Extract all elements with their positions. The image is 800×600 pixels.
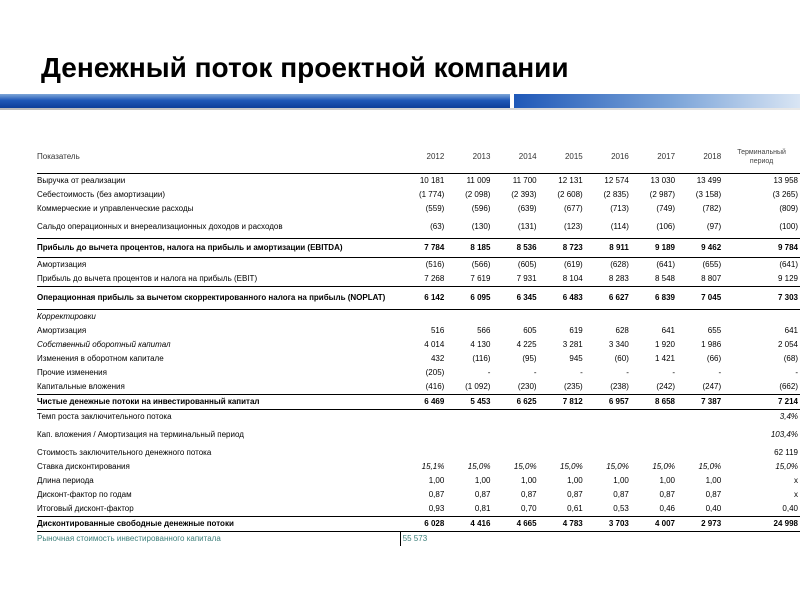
terminal-value-cell: (100) <box>779 222 798 231</box>
row-label: Операционная прибыль за вычетом скорректированного налога на прибыль (NOPLAT) <box>37 287 400 310</box>
year-value-cell: 8 548 <box>654 274 676 283</box>
year-value-cell <box>492 446 538 460</box>
year-value-cell: 8 185 <box>446 239 492 258</box>
year-value-cell: 0,87 <box>659 490 676 499</box>
year-value-cell: 6 627 <box>585 287 631 310</box>
year-value-cell: (114) <box>610 222 629 231</box>
year-value-cell: (235) <box>564 382 583 391</box>
row-label: Прибыль до вычета процентов и налога на прибыль (EBIT) <box>37 274 258 283</box>
year-value-cell: (238) <box>610 382 629 391</box>
table-row <box>37 502 800 517</box>
year-value-cell <box>446 310 492 325</box>
year-value-cell: 7 619 <box>470 274 491 283</box>
table-row <box>37 188 800 202</box>
year-value-cell: 8 658 <box>631 395 677 410</box>
year-value-cell: 8 723 <box>539 239 585 258</box>
year-value-cell: 4 783 <box>539 517 585 532</box>
empty-cell <box>677 532 723 547</box>
year-value-cell: 10 181 <box>400 174 446 189</box>
terminal-value-cell: x <box>794 490 798 499</box>
year-value-cell: (516) <box>400 258 446 273</box>
empty-cell <box>446 532 492 547</box>
terminal-value-cell: (809) <box>779 204 798 213</box>
year-value-cell: (131) <box>517 222 537 231</box>
year-value-cell: 0,87 <box>705 490 722 499</box>
header-year: 2013 <box>472 152 491 161</box>
year-value-cell: (106) <box>656 222 676 231</box>
year-value-cell: 3 281 <box>562 340 583 349</box>
row-label: Изменения в оборотном капитале <box>37 354 164 363</box>
header-year: 2012 <box>426 152 445 161</box>
year-value-cell: 641 <box>661 326 676 335</box>
title-bar-left <box>0 94 510 108</box>
year-value-cell: 1 421 <box>654 354 676 363</box>
year-value-cell: 3 703 <box>585 517 631 532</box>
year-value-cell: (559) <box>425 204 445 213</box>
year-value-cell: (416) <box>425 382 445 391</box>
row-label: Длина периода <box>37 476 94 485</box>
row-label: Итоговый дисконт-фактор <box>37 504 134 513</box>
year-value-cell: 2 973 <box>677 517 723 532</box>
empty-cell <box>631 532 677 547</box>
year-value-cell <box>539 424 585 446</box>
year-value-cell: 15,0% <box>560 462 583 471</box>
year-value-cell <box>677 446 723 460</box>
year-value-cell: (66) <box>706 354 722 363</box>
row-label: Сальдо операционных и внереализационных доходов и расходов <box>37 222 283 231</box>
year-value-cell <box>677 424 723 446</box>
year-value-cell: 516 <box>430 326 445 335</box>
year-value-cell <box>631 446 677 460</box>
terminal-value-cell: 9 129 <box>777 274 798 283</box>
row-label: Амортизация <box>37 326 87 335</box>
year-value-cell: (619) <box>539 258 585 273</box>
row-label: Капитальные вложения <box>37 382 125 391</box>
year-value-cell: (130) <box>471 222 491 231</box>
year-value-cell: 1,00 <box>474 476 491 485</box>
row-label: Чистые денежные потоки на инвестированный капитал <box>37 395 400 410</box>
year-value-cell: - <box>487 368 491 377</box>
year-value-cell <box>539 446 585 460</box>
table-row <box>37 488 800 502</box>
year-value-cell: 15,0% <box>698 462 722 471</box>
table-row <box>37 460 800 474</box>
year-value-cell: 6 957 <box>585 395 631 410</box>
year-value-cell: 1,00 <box>705 476 722 485</box>
row-label: Дисконтированные свободные денежные потоки <box>37 517 400 532</box>
year-value-cell: (1 774) <box>418 190 445 199</box>
row-label: Прочие изменения <box>37 368 107 377</box>
year-value-cell: 9 189 <box>631 239 677 258</box>
year-value-cell <box>400 310 446 325</box>
year-value-cell: 15,0% <box>467 462 491 471</box>
year-value-cell <box>446 424 492 446</box>
year-value-cell: (605) <box>492 258 538 273</box>
year-value-cell: 12 574 <box>585 174 631 189</box>
year-value-cell: (247) <box>702 382 722 391</box>
year-value-cell: 1,00 <box>659 476 676 485</box>
year-value-cell: (566) <box>446 258 492 273</box>
year-value-cell <box>492 310 538 325</box>
market-value-amount: 55 573 <box>400 532 446 547</box>
terminal-value-cell: 7 303 <box>723 287 800 310</box>
terminal-value-cell: (3 265) <box>772 190 798 199</box>
year-value-cell <box>492 424 538 446</box>
year-value-cell: 11 700 <box>492 174 538 189</box>
year-value-cell: (639) <box>517 204 537 213</box>
year-value-cell: 8 536 <box>492 239 538 258</box>
year-value-cell: 4 130 <box>470 340 491 349</box>
year-value-cell <box>585 424 631 446</box>
year-value-cell: 11 009 <box>446 174 492 189</box>
row-label: Амортизация <box>37 258 400 273</box>
terminal-value-cell: 641 <box>784 326 798 335</box>
row-label: Ставка дисконтирования <box>37 462 130 471</box>
year-value-cell: 13 030 <box>631 174 677 189</box>
year-value-cell: (205) <box>425 368 445 377</box>
year-value-cell: (2 393) <box>511 190 537 199</box>
year-value-cell: 12 131 <box>539 174 585 189</box>
year-value-cell: 0,53 <box>613 504 629 513</box>
year-value-cell: (655) <box>677 258 723 273</box>
row-label: Коммерческие и управленческие расходы <box>37 204 194 213</box>
year-value-cell: 0,40 <box>705 504 722 513</box>
year-value-cell: (63) <box>430 222 445 231</box>
row-label: Себестоимость (без амортизации) <box>37 190 165 199</box>
year-value-cell: (677) <box>564 204 583 213</box>
year-value-cell: 945 <box>569 354 583 363</box>
year-value-cell: 655 <box>707 326 722 335</box>
year-value-cell <box>492 410 538 425</box>
year-value-cell: (2 987) <box>649 190 676 199</box>
title-bar-shadow <box>0 108 800 110</box>
row-label: Кап. вложения / Амортизация на терминальный период <box>37 430 244 439</box>
year-value-cell <box>539 410 585 425</box>
row-label: Корректировки <box>37 312 96 321</box>
terminal-value-cell: 103,4% <box>770 430 798 439</box>
terminal-value-cell <box>723 310 800 325</box>
year-value-cell: 619 <box>569 326 583 335</box>
year-value-cell: 7 387 <box>677 395 723 410</box>
year-value-cell: 0,46 <box>659 504 676 513</box>
year-value-cell: 6 095 <box>446 287 492 310</box>
year-value-cell: - <box>533 368 537 377</box>
terminal-value-cell: 15,0% <box>775 462 798 471</box>
table-row <box>37 310 800 325</box>
year-value-cell: 4 225 <box>516 340 537 349</box>
terminal-value-cell: 7 214 <box>723 395 800 410</box>
row-label: Выручка от реализации <box>37 174 400 189</box>
table-row <box>37 216 800 239</box>
year-value-cell <box>677 310 723 325</box>
terminal-value-cell: 13 958 <box>723 174 800 189</box>
table-row <box>37 395 800 410</box>
year-value-cell: 566 <box>477 326 491 335</box>
year-value-cell: 7 268 <box>424 274 445 283</box>
header-year: 2016 <box>611 152 629 161</box>
table-row <box>37 517 800 532</box>
year-value-cell <box>677 410 723 425</box>
year-value-cell: 0,70 <box>521 504 537 513</box>
slide-title: Денежный поток проектной компании <box>41 52 569 83</box>
title-underline-bar <box>0 92 800 110</box>
title-bar-right <box>514 94 800 108</box>
year-value-cell: 15,0% <box>652 462 676 471</box>
year-value-cell <box>539 310 585 325</box>
year-value-cell: 15,0% <box>606 462 629 471</box>
year-value-cell: 6 142 <box>400 287 446 310</box>
table-row <box>37 366 800 380</box>
year-value-cell: (596) <box>471 204 491 213</box>
year-value-cell: 4 007 <box>631 517 677 532</box>
year-value-cell: (60) <box>614 354 629 363</box>
year-value-cell: (242) <box>656 382 676 391</box>
year-value-cell: 0,87 <box>613 490 629 499</box>
year-value-cell: 1,00 <box>521 476 537 485</box>
row-label: Собственный оборотный капитал <box>37 340 171 349</box>
year-value-cell <box>400 410 446 425</box>
year-value-cell <box>631 410 677 425</box>
terminal-value-cell: 24 998 <box>723 517 800 532</box>
row-label: Дисконт-фактор по годам <box>37 490 132 499</box>
year-value-cell: 13 499 <box>677 174 723 189</box>
header-indicator: Показатель <box>37 152 80 161</box>
table-row <box>37 324 800 338</box>
year-value-cell: - <box>580 368 583 377</box>
header-year: 2014 <box>518 152 537 161</box>
terminal-value-cell: 62 119 <box>774 448 798 457</box>
table-row <box>37 410 800 425</box>
year-value-cell: 3 340 <box>608 340 629 349</box>
year-value-cell: 7 812 <box>539 395 585 410</box>
year-value-cell <box>446 446 492 460</box>
terminal-value-cell: (68) <box>783 354 798 363</box>
year-value-cell: (713) <box>610 204 629 213</box>
year-value-cell: 1 986 <box>701 340 722 349</box>
year-value-cell: - <box>718 368 722 377</box>
empty-cell <box>723 532 800 547</box>
year-value-cell: 6 345 <box>492 287 538 310</box>
cash-flow-table <box>37 141 800 546</box>
terminal-value-cell: (641) <box>723 258 800 273</box>
year-value-cell <box>631 424 677 446</box>
year-value-cell: (2 608) <box>557 190 583 199</box>
year-value-cell: 1,00 <box>567 476 583 485</box>
year-value-cell <box>585 410 631 425</box>
year-value-cell <box>585 310 631 325</box>
year-value-cell <box>585 446 631 460</box>
table-row <box>37 380 800 395</box>
terminal-value-cell: 2 054 <box>777 340 798 349</box>
year-value-cell: 0,61 <box>567 504 583 513</box>
year-value-cell: (628) <box>585 258 631 273</box>
terminal-value-cell: 3,4% <box>779 412 798 421</box>
terminal-value-cell: 9 784 <box>723 239 800 258</box>
header-year: 2018 <box>703 152 722 161</box>
market-value-row <box>37 532 800 547</box>
year-value-cell: 5 453 <box>446 395 492 410</box>
year-value-cell: (749) <box>656 204 676 213</box>
year-value-cell: 4 665 <box>492 517 538 532</box>
market-value-label: Рыночная стоимость инвестированного капитала <box>37 534 221 543</box>
year-value-cell: 628 <box>615 326 629 335</box>
year-value-cell: 7 784 <box>400 239 446 258</box>
table-row <box>37 352 800 366</box>
year-value-cell: - <box>626 368 629 377</box>
year-value-cell: 0,87 <box>567 490 583 499</box>
year-value-cell: (2 098) <box>465 190 491 199</box>
table-row <box>37 338 800 352</box>
year-value-cell: 0,87 <box>474 490 491 499</box>
year-value-cell: 7 045 <box>677 287 723 310</box>
year-value-cell: 7 931 <box>516 274 537 283</box>
header-year: 2015 <box>564 152 583 161</box>
table-row <box>37 239 800 258</box>
year-value-cell: 0,87 <box>428 490 445 499</box>
year-value-cell: 6 469 <box>400 395 446 410</box>
year-value-cell: 1,00 <box>428 476 445 485</box>
year-value-cell <box>446 410 492 425</box>
year-value-cell: 6 839 <box>631 287 677 310</box>
header-year: 2017 <box>657 152 676 161</box>
terminal-value-cell: - <box>795 368 798 377</box>
year-value-cell: 15,1% <box>421 462 445 471</box>
table-row <box>37 202 800 216</box>
table-row <box>37 287 800 310</box>
year-value-cell <box>400 446 446 460</box>
year-value-cell: (3 158) <box>695 190 722 199</box>
year-value-cell: 6 028 <box>400 517 446 532</box>
year-value-cell: 4 416 <box>446 517 492 532</box>
terminal-value-cell: (662) <box>779 382 798 391</box>
terminal-value-cell: x <box>794 476 798 485</box>
year-value-cell: 6 625 <box>492 395 538 410</box>
year-value-cell: (123) <box>564 222 583 231</box>
year-value-cell: 605 <box>523 326 537 335</box>
empty-cell <box>539 532 585 547</box>
table-row <box>37 174 800 189</box>
year-value-cell: (782) <box>702 204 722 213</box>
year-value-cell: 1 920 <box>654 340 676 349</box>
year-value-cell: 8 104 <box>562 274 583 283</box>
year-value-cell: (1 092) <box>465 382 491 391</box>
terminal-value-cell: 0,40 <box>782 504 798 513</box>
year-value-cell: (2 835) <box>603 190 629 199</box>
year-value-cell: (95) <box>522 354 537 363</box>
year-value-cell: (230) <box>517 382 537 391</box>
year-value-cell: - <box>672 368 676 377</box>
year-value-cell: 8 911 <box>585 239 631 258</box>
table-row <box>37 446 800 460</box>
row-label: Стоимость заключительного денежного потока <box>37 448 212 457</box>
year-value-cell: 0,93 <box>428 504 445 513</box>
year-value-cell: 6 483 <box>539 287 585 310</box>
year-value-cell: (97) <box>706 222 722 231</box>
year-value-cell: 1,00 <box>613 476 629 485</box>
year-value-cell: 8 283 <box>608 274 629 283</box>
empty-cell <box>492 532 538 547</box>
year-value-cell: 8 807 <box>701 274 722 283</box>
year-value-cell: 0,87 <box>521 490 537 499</box>
table-row <box>37 272 800 287</box>
year-value-cell: 432 <box>430 354 445 363</box>
header-terminal-period: Терминальный период <box>737 149 786 165</box>
table-header-row <box>37 141 800 174</box>
year-value-cell: (116) <box>472 354 491 363</box>
year-value-cell: 4 014 <box>424 340 445 349</box>
table-row <box>37 474 800 488</box>
row-label: Темп роста заключительного потока <box>37 412 172 421</box>
year-value-cell <box>400 424 446 446</box>
table-row <box>37 424 800 446</box>
year-value-cell: 0,81 <box>474 504 491 513</box>
year-value-cell <box>631 310 677 325</box>
year-value-cell: (641) <box>631 258 677 273</box>
empty-cell <box>585 532 631 547</box>
year-value-cell: 15,0% <box>513 462 537 471</box>
year-value-cell: 9 462 <box>677 239 723 258</box>
row-label: Прибыль до вычета процентов, налога на прибыль и амортизации (EBITDA) <box>37 239 400 258</box>
table-row <box>37 258 800 273</box>
